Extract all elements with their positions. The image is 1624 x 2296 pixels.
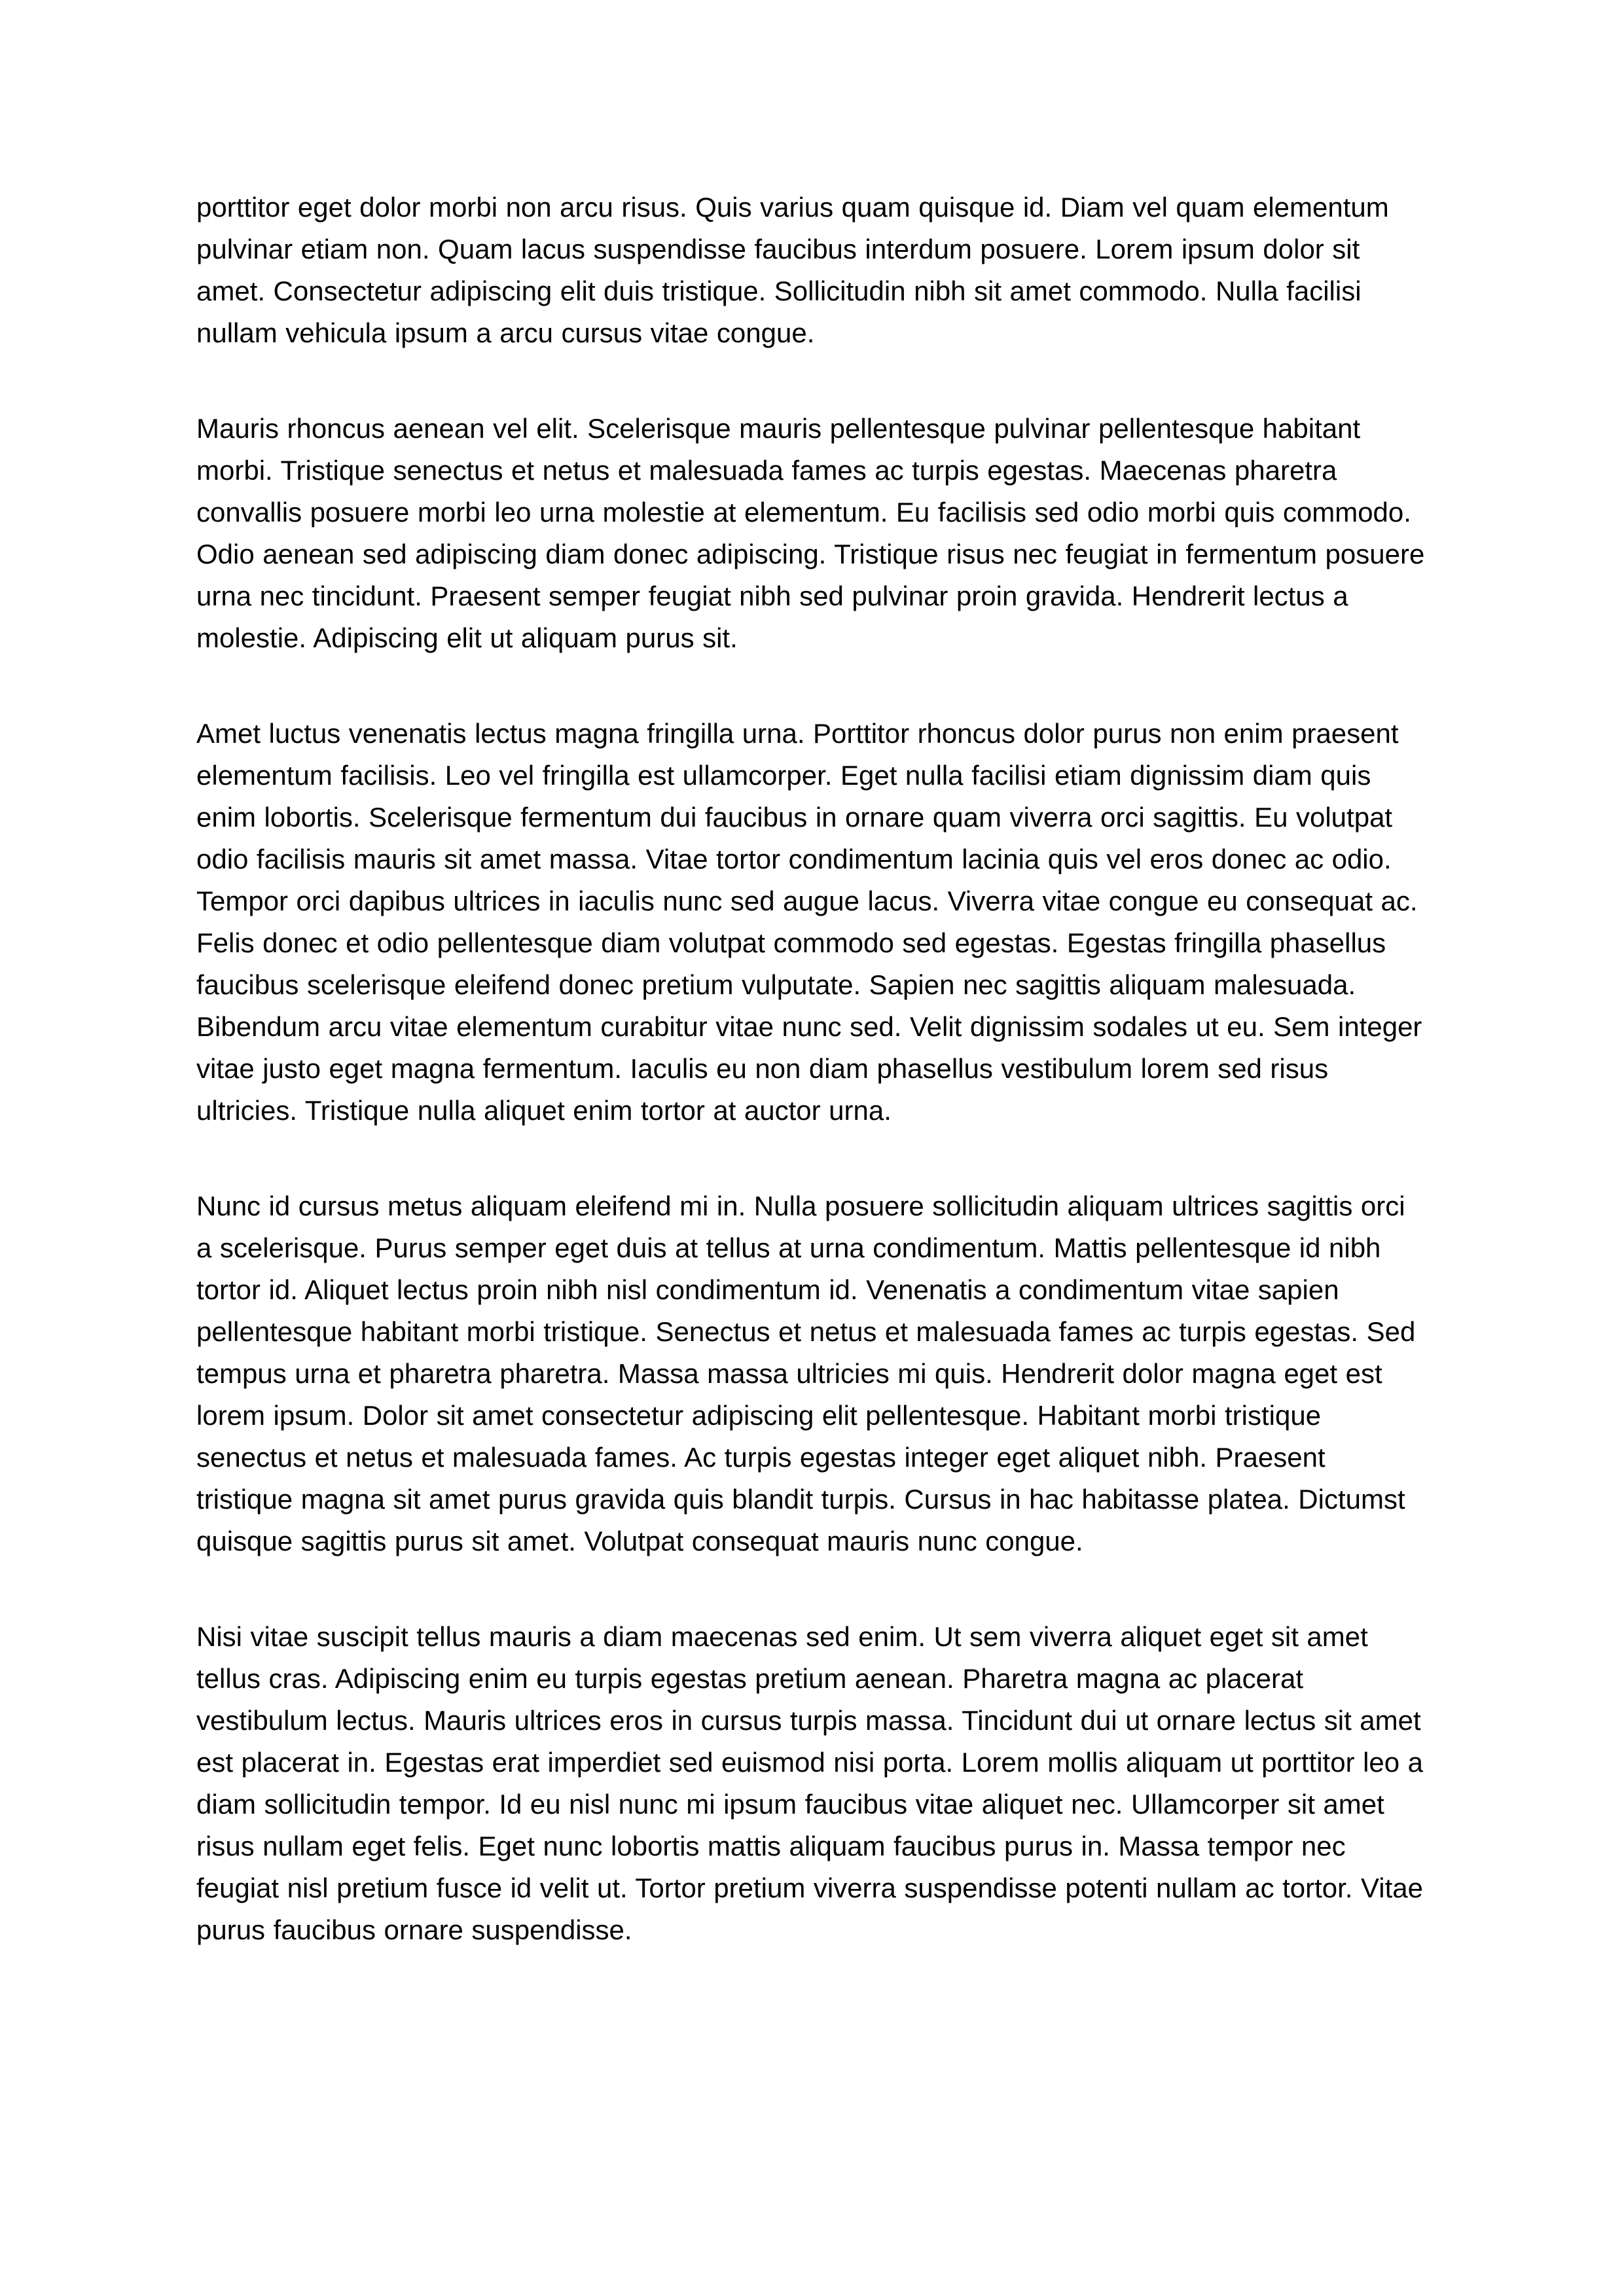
paragraph: Amet luctus venenatis lectus magna fringilla urna. Porttitor rhoncus dolor purus non enim praesent elementum facilisis. Leo vel fringilla est ullamcorper. Eget nulla facilisi etiam dignissim diam quis enim lobortis. Scelerisque fermentum dui faucibus in ornare quam viverra orci sagittis. Eu volutpat odio facilisis mauris sit amet massa. Vitae tortor condimentum lacinia quis vel eros donec ac odio. Tempor orci dapibus ultrices in iaculis nunc sed augue lacus. Viverra vitae congue eu consequat ac. Felis donec et odio pellentesque diam volutpat commodo sed egestas. Egestas fringilla phasellus faucibus scelerisque eleifend donec pretium vulputate. Sapien nec sagittis aliquam malesuada. Bibendum arcu vitae elementum curabitur vitae nunc sed. Velit dignissim sodales ut eu. Sem integer vitae justo eget magna fermentum. Iaculis eu non diam phasellus vestibulum lorem sed risus ultricies. Tristique nulla aliquet enim tortor at auctor urna. <box>196 718 1422 1126</box>
paragraph: Mauris rhoncus aenean vel elit. Scelerisque mauris pellentesque pulvinar pellentesque habitant morbi. Tristique senectus et netus et malesuada fames ac turpis egestas. Maecenas pharetra convallis posuere morbi leo urna molestie at elementum. Eu facilisis sed odio morbi quis commodo. Odio aenean sed adipiscing diam donec adipiscing. Tristique risus nec feugiat in fermentum posuere urna nec tincidunt. Praesent semper feugiat nibh sed pulvinar proin gravida. Hendrerit lectus a molestie. Adipiscing elit ut aliquam purus sit. <box>196 413 1425 653</box>
paragraph: Nunc id cursus metus aliquam eleifend mi in. Nulla posuere sollicitudin aliquam ultrices sagittis orci a scelerisque. Purus semper eget duis at tellus at urna condimentum. Mattis pellentesque id nibh tortor id. Aliquet lectus proin nibh nisl condimentum id. Venenatis a condimentum vitae sapien pellentesque habitant morbi tristique. Senectus et netus et malesuada fames ac turpis egestas. Sed tempus urna et pharetra pharetra. Massa massa ultricies mi quis. Hendrerit dolor magna eget est lorem ipsum. Dolor sit amet consectetur adipiscing elit pellentesque. Habitant morbi tristique senectus et netus et malesuada fames. Ac turpis egestas integer eget aliquet nibh. Praesent tristique magna sit amet purus gravida quis blandit turpis. Cursus in hac habitasse platea. Dictumst quisque sagittis purus sit amet. Volutpat consequat mauris nunc congue. <box>196 1191 1416 1556</box>
paragraph: Nisi vitae suscipit tellus mauris a diam maecenas sed enim. Ut sem viverra aliquet eget sit amet tellus cras. Adipiscing enim eu turpis egestas pretium aenean. Pharetra magna ac placerat vestibulum lectus. Mauris ultrices eros in cursus turpis massa. Tincidunt dui ut ornare lectus sit amet est placerat in. Egestas erat imperdiet sed euismod nisi porta. Lorem mollis aliquam ut porttitor leo a diam sollicitudin tempor. Id eu nisl nunc mi ipsum faucibus vitae aliquet nec. Ullamcorper sit amet risus nullam eget felis. Eget nunc lobortis mattis aliquam faucibus purus in. Massa tempor nec feugiat nisl pretium fusce id velit ut. Tortor pretium viverra suspendisse potenti nullam ac tortor. Vitae purus faucibus ornare suspendisse. <box>196 1621 1423 1945</box>
paragraph: porttitor eget dolor morbi non arcu risus. Quis varius quam quisque id. Diam vel quam elementum pulvinar etiam non. Quam lacus suspendisse faucibus interdum posuere. Lorem ipsum dolor sit amet. Consectetur adipiscing elit duis tristique. Sollicitudin nibh sit amet commodo. Nulla facilisi nullam vehicula ipsum a arcu cursus vitae congue. <box>196 192 1389 348</box>
